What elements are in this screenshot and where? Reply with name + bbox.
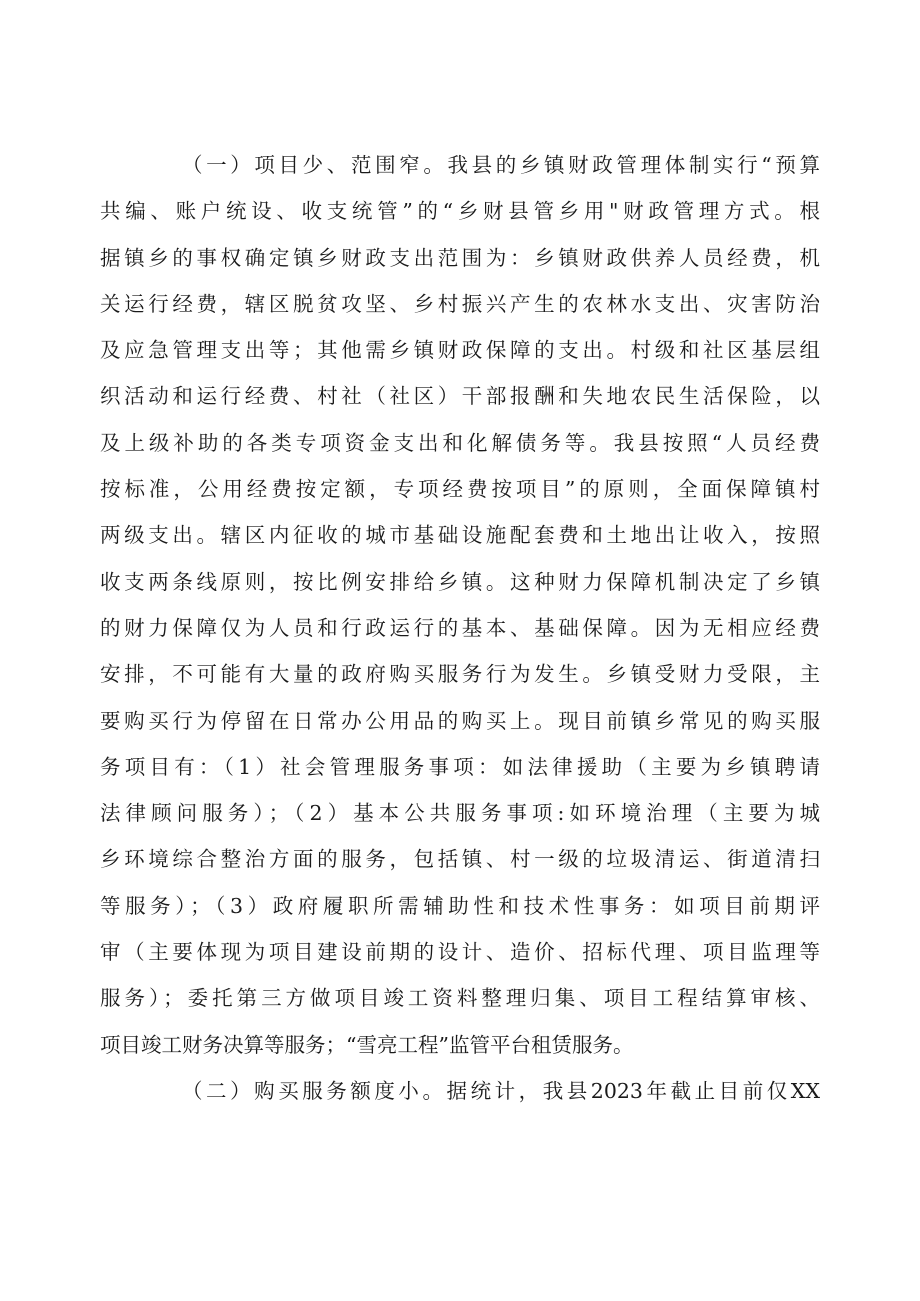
paragraph-amount: [100, 1068, 820, 1114]
paragraph-line: 审（主要体现为项目建设前期的设计、造价、招标代理、项目监理等: [100, 940, 820, 965]
paragraph-line: 法律顾问服务）；（2）基本公共服务事项:如环境治理（主要为城: [100, 801, 820, 826]
document-body: [100, 142, 820, 1114]
paragraph-line: 收支两条线原则，按比例安排给乡镇。这种财力保障机制决定了乡镇: [100, 569, 820, 594]
paragraph-line: 安排，不可能有大量的政府购买服务行为发生。乡镇受财力受限，主: [100, 662, 820, 687]
paragraph-line: 务项目有：（1）社会管理服务事项：如法律援助（主要为乡镇聘请: [100, 754, 820, 779]
paragraph-line: 要购买行为停留在日常办公用品的购买上。现目前镇乡常见的购买服: [100, 708, 820, 733]
paragraph-line: 及应急管理支出等；其他需乡镇财政保障的支出。村级和社区基层组: [100, 338, 820, 363]
paragraph-line: 项目竣工财务决算等服务；“雪亮工程”监管平台租赁服务。: [100, 1032, 634, 1057]
paragraph-line: 等服务）；（3）政府履职所需辅助性和技术性事务：如项目前期评: [100, 893, 820, 918]
paragraph-line: 织活动和运行经费、村社（社区）干部报酬和失地农民生活保险，以: [100, 384, 820, 409]
paragraph-line: 及上级补助的各类专项资金支出和化解债务等。我县按照“人员经费: [100, 430, 820, 455]
paragraph-line: 乡环境综合整治方面的服务，包括镇、村一级的垃圾清运、街道清扫: [100, 847, 820, 872]
paragraph-line: 的财力保障仅为人员和行政运行的基本、基础保障。因为无相应经费: [100, 615, 820, 640]
paragraph-line: （一）项目少、范围窄。我县的乡镇财政管理体制实行“预算: [182, 153, 820, 177]
paragraph-line: 服务）；委托第三方做项目竣工资料整理归集、项目工程结算审核、: [100, 986, 820, 1011]
paragraph-line: 共编、账户统设、收支统管”的“乡财县管乡用"财政管理方式。根: [100, 199, 820, 224]
paragraph-line: 两级支出。辖区内征收的城市基础设施配套费和土地出让收入，按照: [100, 523, 820, 548]
paragraph-line: 据镇乡的事权确定镇乡财政支出范围为：乡镇财政供养人员经费，机: [100, 245, 820, 270]
paragraph-scope: [100, 142, 820, 1068]
paragraph-line: （二）购买服务额度小。据统计，我县2023年截止目前仅XX: [182, 1078, 820, 1103]
paragraph-line: 关运行经费，辖区脱贫攻坚、乡村振兴产生的农林水支出、灾害防治: [100, 291, 820, 316]
paragraph-line: 按标准，公用经费按定额，专项经费按项目”的原则，全面保障镇村: [100, 477, 820, 502]
